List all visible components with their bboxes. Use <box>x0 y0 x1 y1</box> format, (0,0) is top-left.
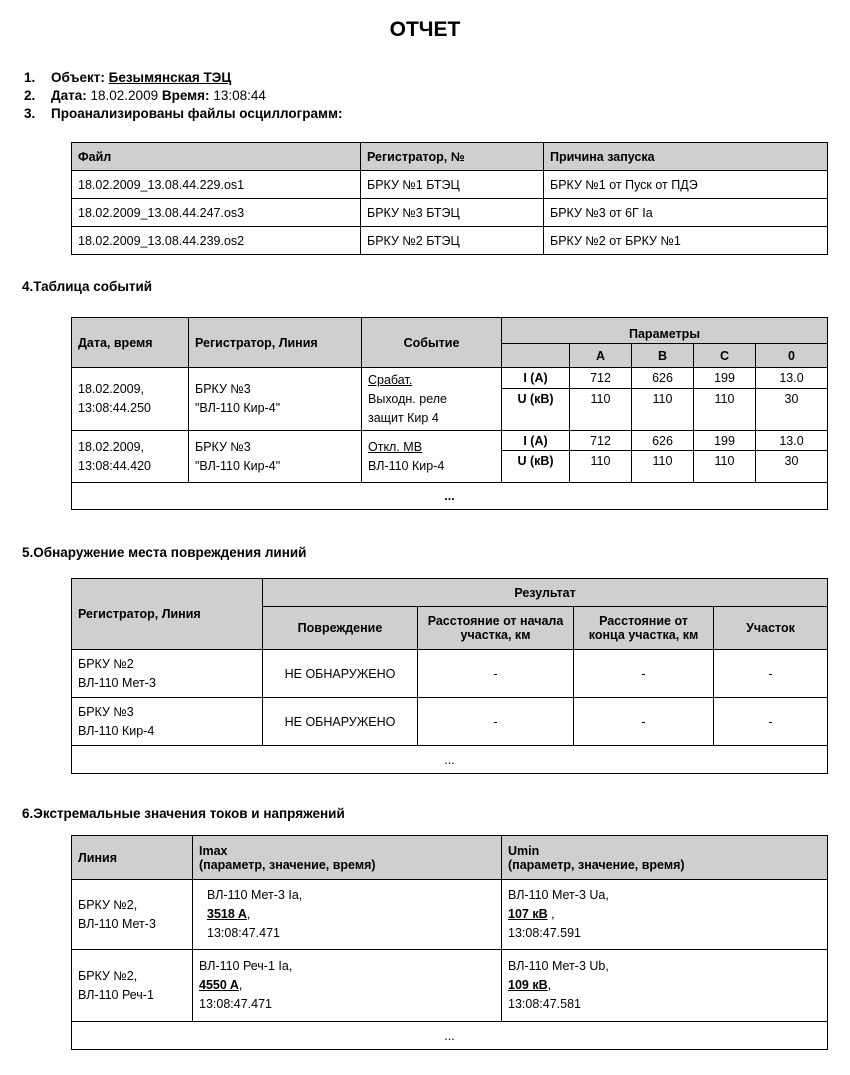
events-header-event: Событие <box>362 318 502 368</box>
params-header-spacer <box>502 344 570 368</box>
fault-dist-start: - <box>418 698 574 746</box>
faults-more: ... <box>72 746 828 774</box>
event-recorder-name: БРКУ №3 <box>195 382 251 396</box>
param-label-voltage: U (кВ) <box>502 451 570 471</box>
table-row <box>72 698 828 746</box>
files-table <box>71 142 828 255</box>
faults-header-dist-start <box>418 607 574 650</box>
event-time: 13:08:44.250 <box>78 401 151 415</box>
header-line: участка, км <box>460 628 531 642</box>
event-date: 18.02.2009, <box>78 382 145 396</box>
header-line: Imax <box>199 843 228 858</box>
faults-table <box>71 578 828 774</box>
item-date <box>24 88 266 103</box>
umin-param: ВЛ-110 Мет-3 Ua, <box>508 888 609 902</box>
table-row <box>72 199 828 227</box>
param-value: 30 <box>756 389 828 410</box>
param-col-b: B <box>632 344 694 368</box>
imax-value: 3518 A <box>207 907 247 921</box>
fault-section: - <box>714 698 828 746</box>
file-reason: БРКУ №2 от БРКУ №1 <box>544 227 828 255</box>
imax-param: ВЛ-110 Реч-1 Ia, <box>199 959 293 973</box>
time-value: 13:08:44 <box>213 88 266 103</box>
object-name: Безымянская ТЭЦ <box>108 70 232 85</box>
file-recorder: БРКУ №2 БТЭЦ <box>361 227 544 255</box>
param-label-current: I (A) <box>502 368 570 389</box>
fault-line: ВЛ-110 Кир-4 <box>78 723 155 738</box>
extreme-recorder <box>72 950 193 1022</box>
extreme-imax <box>193 950 502 1022</box>
event-datetime <box>72 431 189 483</box>
table-row <box>72 650 828 698</box>
param-value: 110 <box>570 389 632 410</box>
event-description <box>362 368 502 431</box>
param-label-voltage: U (кВ) <box>502 389 570 410</box>
item-label: Дата: <box>51 88 87 103</box>
file-name: 18.02.2009_13.08.44.239.os2 <box>72 227 361 255</box>
header-line: Расстояние от <box>599 614 688 628</box>
param-spacer <box>756 471 828 483</box>
header-line: конца участка, км <box>588 628 699 642</box>
event-line: "ВЛ-110 Кир-4" <box>195 458 281 473</box>
param-value: 110 <box>632 389 694 410</box>
faults-header-dist-end <box>574 607 714 650</box>
events-table <box>71 317 828 510</box>
imax-param: ВЛ-110 Мет-3 Ia, <box>207 888 303 902</box>
table-row-more <box>72 746 828 774</box>
param-value: 626 <box>632 431 694 451</box>
param-col-0: 0 <box>756 344 828 368</box>
param-value: 110 <box>632 451 694 471</box>
umin-separator: , <box>547 907 555 921</box>
header-line: (параметр, значение, время) <box>508 857 685 872</box>
event-date: 18.02.2009, <box>78 439 145 454</box>
item-number: 3. <box>24 106 36 121</box>
table-row <box>72 950 828 1022</box>
event-time: 13:08:44.420 <box>78 458 151 473</box>
item-files <box>24 106 343 121</box>
file-name: 18.02.2009_13.08.44.247.os3 <box>72 199 361 227</box>
item-object <box>24 70 231 85</box>
fault-recorder <box>72 698 263 746</box>
files-header-recorder: Регистратор, № <box>361 143 544 171</box>
events-header-recorder: Регистратор, Линия <box>189 318 362 368</box>
report-title: ОТЧЕТ <box>389 18 461 41</box>
extremes-header-imax <box>193 836 502 880</box>
umin-param: ВЛ-110 Мет-3 Ub, <box>508 959 609 973</box>
event-line: "ВЛ-110 Кир-4" <box>195 401 281 415</box>
item-number: 2. <box>24 88 36 103</box>
param-value: 110 <box>694 451 756 471</box>
fault-dist-end: - <box>574 698 714 746</box>
events-heading: 4.Таблица событий <box>22 279 153 294</box>
fault-recorder-name: БРКУ №3 <box>78 704 134 719</box>
umin-time: 13:08:47.591 <box>508 926 581 940</box>
time-label: Время: <box>161 88 210 103</box>
header-line: Расстояние от начала <box>427 614 564 628</box>
extremes-table <box>71 835 828 1050</box>
param-col-c: C <box>694 344 756 368</box>
event-title: Откл. МВ <box>368 439 423 454</box>
event-recorder-name: БРКУ №3 <box>195 439 251 454</box>
param-value: 110 <box>570 451 632 471</box>
table-row <box>72 368 828 389</box>
umin-time: 13:08:47.581 <box>508 997 581 1011</box>
extreme-line: ВЛ-110 Мет-3 <box>78 916 156 931</box>
events-more: ... <box>72 483 828 510</box>
file-reason: БРКУ №1 от Пуск от ПДЭ <box>544 171 828 199</box>
event-detail: Выходн. реле <box>368 391 447 406</box>
files-header-file: Файл <box>72 143 361 171</box>
fault-damage: НЕ ОБНАРУЖЕНО <box>263 650 418 698</box>
date-value: 18.02.2009 <box>90 88 159 103</box>
event-description <box>362 431 502 483</box>
table-row <box>72 227 828 255</box>
item-label: Проанализированы файлы осциллограмм: <box>51 106 343 121</box>
param-value: 199 <box>694 368 756 389</box>
param-value: 110 <box>694 389 756 410</box>
imax-time: 13:08:47.471 <box>207 926 280 940</box>
umin-value: 109 кВ <box>508 978 548 992</box>
param-spacer <box>570 471 632 483</box>
param-value: 13.0 <box>756 368 828 389</box>
event-recorder <box>189 368 362 431</box>
event-detail: защит Кир 4 <box>368 410 439 425</box>
param-col-a: A <box>570 344 632 368</box>
table-row <box>72 880 828 950</box>
param-spacer <box>694 471 756 483</box>
table-row <box>72 171 828 199</box>
event-recorder <box>189 431 362 483</box>
faults-header-damage: Повреждение <box>263 607 418 650</box>
extremes-header-line: Линия <box>72 836 193 880</box>
param-spacer <box>632 410 694 431</box>
imax-separator: , <box>238 978 243 992</box>
extreme-recorder-name: БРКУ №2, <box>78 897 138 912</box>
faults-header-recorder: Регистратор, Линия <box>72 579 263 650</box>
param-spacer <box>570 410 632 431</box>
fault-dist-start: - <box>418 650 574 698</box>
param-label-current: I (A) <box>502 431 570 451</box>
faults-heading: 5.Обнаружение места повреждения линий <box>22 545 307 560</box>
param-value: 712 <box>570 431 632 451</box>
table-row-more <box>72 483 828 510</box>
file-reason: БРКУ №3 от 6Г Ia <box>544 199 828 227</box>
imax-separator: , <box>246 907 251 921</box>
extreme-imax <box>193 880 502 950</box>
table-row-more <box>72 1022 828 1050</box>
fault-dist-end: - <box>574 650 714 698</box>
param-value: 712 <box>570 368 632 389</box>
param-value: 626 <box>632 368 694 389</box>
extreme-umin <box>502 950 828 1022</box>
fault-damage: НЕ ОБНАРУЖЕНО <box>263 698 418 746</box>
fault-recorder-name: БРКУ №2 <box>78 656 134 671</box>
umin-value: 107 кВ <box>508 907 548 921</box>
extremes-more: ... <box>72 1022 828 1050</box>
param-spacer <box>694 410 756 431</box>
extremes-heading: 6.Экстремальные значения токов и напряжений <box>22 806 345 821</box>
param-spacer <box>632 471 694 483</box>
faults-header-section: Участок <box>714 607 828 650</box>
imax-value: 4550 A <box>199 978 239 992</box>
events-header-params: Параметры <box>502 318 828 344</box>
extreme-umin <box>502 880 828 950</box>
event-title: Срабат. <box>368 372 413 387</box>
table-row <box>72 431 828 451</box>
param-spacer <box>502 471 570 483</box>
fault-line: ВЛ-110 Мет-3 <box>78 675 156 690</box>
events-header-datetime: Дата, время <box>72 318 189 368</box>
item-number: 1. <box>24 70 36 85</box>
files-header-reason: Причина запуска <box>544 143 828 171</box>
param-value: 30 <box>756 451 828 471</box>
extremes-header-umin <box>502 836 828 880</box>
extreme-line: ВЛ-110 Реч-1 <box>78 987 154 1002</box>
header-line: Umin <box>508 843 540 858</box>
param-spacer <box>756 410 828 431</box>
param-value: 199 <box>694 431 756 451</box>
fault-section: - <box>714 650 828 698</box>
faults-header-result: Результат <box>263 579 828 607</box>
file-name: 18.02.2009_13.08.44.229.os1 <box>72 171 361 199</box>
umin-separator: , <box>547 978 552 992</box>
imax-time: 13:08:47.471 <box>199 997 272 1011</box>
item-label: Объект: <box>51 70 105 85</box>
header-line: (параметр, значение, время) <box>199 857 376 872</box>
event-detail: ВЛ-110 Кир-4 <box>368 458 445 473</box>
fault-recorder <box>72 650 263 698</box>
param-value: 13.0 <box>756 431 828 451</box>
file-recorder: БРКУ №3 БТЭЦ <box>361 199 544 227</box>
extreme-recorder <box>72 880 193 950</box>
param-spacer <box>502 410 570 431</box>
file-recorder: БРКУ №1 БТЭЦ <box>361 171 544 199</box>
extreme-recorder-name: БРКУ №2, <box>78 968 138 983</box>
event-datetime <box>72 368 189 431</box>
